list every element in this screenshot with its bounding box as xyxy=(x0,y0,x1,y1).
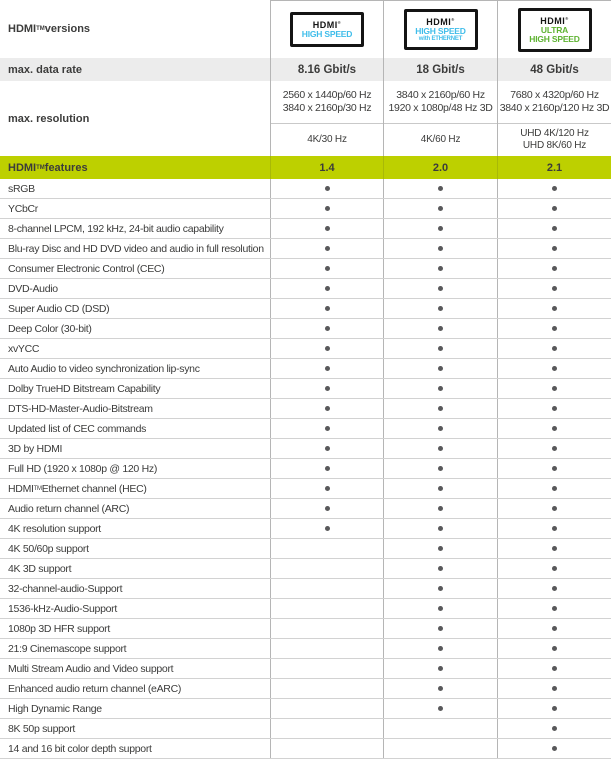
support-dot-icon xyxy=(325,426,330,431)
data-rate-value: 18 Gbit/s xyxy=(383,58,497,81)
feature-cell xyxy=(270,519,383,538)
feature-cell xyxy=(270,279,383,298)
versions-label: HDMI TM versions xyxy=(8,23,91,35)
support-dot-icon xyxy=(552,366,557,371)
feature-cell xyxy=(383,619,497,638)
support-dot-icon xyxy=(552,226,557,231)
feature-cell xyxy=(383,199,497,218)
feature-cell xyxy=(497,359,611,378)
version-cell-hdmi-2-0 xyxy=(383,0,497,58)
feature-label: DTS-HD-Master-Audio-Bitstream xyxy=(8,402,153,415)
feature-cell xyxy=(497,499,611,518)
version-cell-hdmi-2-1 xyxy=(497,0,611,58)
feature-cell xyxy=(270,699,383,718)
support-dot-icon xyxy=(552,606,557,611)
feature-cell xyxy=(383,659,497,678)
support-dot-icon xyxy=(552,286,557,291)
support-dot-icon xyxy=(438,626,443,631)
feature-cell xyxy=(383,239,497,258)
resolution-cell-hdmi-2-0 xyxy=(383,81,497,156)
feature-row xyxy=(0,739,611,759)
feature-cell xyxy=(270,239,383,258)
feature-cell xyxy=(383,699,497,718)
support-dot-icon xyxy=(552,206,557,211)
support-dot-icon xyxy=(438,186,443,191)
hdmi-brand-text: HDMI® xyxy=(540,15,569,26)
version-number: 2.1 xyxy=(497,156,611,179)
feature-cell xyxy=(497,319,611,338)
feature-row xyxy=(0,379,611,399)
features-body xyxy=(0,179,611,759)
support-dot-icon xyxy=(552,526,557,531)
feature-cell xyxy=(383,319,497,338)
feature-cell xyxy=(270,719,383,738)
support-dot-icon xyxy=(325,246,330,251)
feature-cell xyxy=(383,379,497,398)
support-dot-icon xyxy=(438,226,443,231)
feature-cell xyxy=(270,399,383,418)
feature-cell xyxy=(497,299,611,318)
support-dot-icon xyxy=(438,286,443,291)
feature-cell xyxy=(270,639,383,658)
support-dot-icon xyxy=(552,506,557,511)
feature-label: 4K 3D support xyxy=(8,562,72,575)
logo-speed-text: HIGH SPEED xyxy=(415,25,466,36)
resolution-cell-hdmi-2-1 xyxy=(497,81,611,156)
feature-cell xyxy=(270,219,383,238)
resolution-summary: UHD 8K/60 Hz xyxy=(522,139,587,151)
feature-cell xyxy=(497,239,611,258)
feature-label: 8-channel LPCM, 192 kHz, 24-bit audio capability xyxy=(8,222,224,235)
feature-row xyxy=(0,399,611,419)
data-rate-row xyxy=(0,58,611,81)
support-dot-icon xyxy=(438,706,443,711)
support-dot-icon xyxy=(552,706,557,711)
feature-label: Multi Stream Audio and Video support xyxy=(8,662,174,675)
feature-cell xyxy=(497,219,611,238)
feature-row xyxy=(0,219,611,239)
feature-cell xyxy=(497,719,611,738)
support-dot-icon xyxy=(325,346,330,351)
feature-label: Audio return channel (ARC) xyxy=(8,502,130,515)
feature-cell xyxy=(383,559,497,578)
feature-label: 1080p 3D HFR support xyxy=(8,622,110,635)
feature-cell xyxy=(497,279,611,298)
resolution-summary: 4K/30 Hz xyxy=(307,133,347,145)
feature-cell xyxy=(270,259,383,278)
feature-label: Consumer Electronic Control (CEC) xyxy=(8,262,165,275)
support-dot-icon xyxy=(552,626,557,631)
version-number: 1.4 xyxy=(270,156,383,179)
feature-cell xyxy=(383,179,497,198)
resolution-line: 3840 x 2160p/30 Hz xyxy=(282,102,372,114)
feature-cell xyxy=(497,559,611,578)
feature-row xyxy=(0,559,611,579)
support-dot-icon xyxy=(552,546,557,551)
feature-cell xyxy=(383,459,497,478)
hdmi-ultra-high-speed-logo-icon xyxy=(518,8,592,52)
feature-cell xyxy=(270,579,383,598)
support-dot-icon xyxy=(325,286,330,291)
support-dot-icon xyxy=(552,686,557,691)
feature-cell xyxy=(497,459,611,478)
support-dot-icon xyxy=(552,386,557,391)
feature-label: 1536-kHz-Audio-Support xyxy=(8,602,117,615)
feature-row xyxy=(0,419,611,439)
feature-row xyxy=(0,619,611,639)
support-dot-icon xyxy=(552,306,557,311)
resolution-line: 3840 x 2160p/60 Hz xyxy=(396,89,485,101)
support-dot-icon xyxy=(552,246,557,251)
feature-cell xyxy=(497,679,611,698)
feature-cell xyxy=(270,479,383,498)
hdmi-brand-text: HDMI® xyxy=(426,16,455,27)
feature-cell xyxy=(383,259,497,278)
resolution-line: 3840 x 2160p/120 Hz 3D xyxy=(499,102,610,114)
support-dot-icon xyxy=(438,306,443,311)
feature-row xyxy=(0,359,611,379)
support-dot-icon xyxy=(552,566,557,571)
feature-cell xyxy=(383,299,497,318)
feature-cell xyxy=(383,399,497,418)
feature-cell xyxy=(383,599,497,618)
support-dot-icon xyxy=(552,266,557,271)
feature-cell xyxy=(497,199,611,218)
feature-cell xyxy=(270,179,383,198)
feature-cell xyxy=(497,539,611,558)
version-number: 2.0 xyxy=(383,156,497,179)
feature-row xyxy=(0,319,611,339)
support-dot-icon xyxy=(552,726,557,731)
support-dot-icon xyxy=(552,746,557,751)
feature-cell xyxy=(383,359,497,378)
support-dot-icon xyxy=(325,446,330,451)
feature-row xyxy=(0,519,611,539)
support-dot-icon xyxy=(325,226,330,231)
feature-cell xyxy=(383,519,497,538)
feature-cell xyxy=(497,479,611,498)
feature-row xyxy=(0,439,611,459)
feature-cell xyxy=(497,439,611,458)
feature-cell xyxy=(270,439,383,458)
logo-speed-text: HIGH SPEED xyxy=(301,29,353,40)
feature-row xyxy=(0,679,611,699)
feature-cell xyxy=(497,179,611,198)
feature-row xyxy=(0,699,611,719)
support-dot-icon xyxy=(438,526,443,531)
feature-cell xyxy=(270,739,383,758)
resolution-cell-hdmi-1-4 xyxy=(270,81,383,156)
support-dot-icon xyxy=(438,446,443,451)
feature-label: High Dynamic Range xyxy=(8,702,102,715)
feature-label: Dolby TrueHD Bitstream Capability xyxy=(8,382,161,395)
feature-label: Deep Color (30-bit) xyxy=(8,322,92,335)
feature-row xyxy=(0,199,611,219)
feature-label: Updated list of CEC commands xyxy=(8,422,147,435)
feature-row xyxy=(0,299,611,319)
support-dot-icon xyxy=(325,486,330,491)
feature-label: Blu-ray Disc and HD DVD video and audio in full resolution xyxy=(8,242,264,255)
resolution-line: 7680 x 4320p/60 Hz xyxy=(510,89,599,101)
feature-label: 14 and 16 bit color depth support xyxy=(8,742,152,755)
support-dot-icon xyxy=(438,246,443,251)
support-dot-icon xyxy=(325,186,330,191)
feature-row xyxy=(0,259,611,279)
feature-cell xyxy=(270,459,383,478)
feature-cell xyxy=(270,499,383,518)
support-dot-icon xyxy=(438,546,443,551)
feature-row xyxy=(0,719,611,739)
support-dot-icon xyxy=(438,386,443,391)
feature-label: Enhanced audio return channel (eARC) xyxy=(8,682,182,695)
features-label: HDMI TM features xyxy=(8,161,88,174)
feature-row xyxy=(0,239,611,259)
feature-cell xyxy=(270,339,383,358)
data-rate-value: 48 Gbit/s xyxy=(497,58,611,81)
support-dot-icon xyxy=(438,426,443,431)
feature-row xyxy=(0,479,611,499)
feature-label: 3D by HDMI xyxy=(8,442,63,455)
feature-label: HDMI TM Ethernet channel (HEC) xyxy=(8,482,147,495)
support-dot-icon xyxy=(325,206,330,211)
feature-row xyxy=(0,659,611,679)
feature-row xyxy=(0,459,611,479)
support-dot-icon xyxy=(552,486,557,491)
support-dot-icon xyxy=(438,486,443,491)
support-dot-icon xyxy=(438,206,443,211)
feature-cell xyxy=(270,299,383,318)
feature-row xyxy=(0,499,611,519)
feature-row xyxy=(0,339,611,359)
support-dot-icon xyxy=(552,666,557,671)
feature-cell xyxy=(270,539,383,558)
feature-cell xyxy=(270,419,383,438)
logo-ethernet-text: with ETHERNET xyxy=(418,36,463,43)
feature-cell xyxy=(383,539,497,558)
data-rate-label: max. data rate xyxy=(8,63,82,76)
feature-label: Full HD (1920 x 1080p @ 120 Hz) xyxy=(8,462,158,475)
feature-cell xyxy=(383,739,497,758)
resolution-summary: UHD 4K/120 Hz xyxy=(520,127,589,139)
support-dot-icon xyxy=(552,186,557,191)
feature-row xyxy=(0,539,611,559)
feature-cell xyxy=(383,679,497,698)
support-dot-icon xyxy=(325,326,330,331)
feature-cell xyxy=(383,419,497,438)
feature-cell xyxy=(383,279,497,298)
resolution-row xyxy=(0,81,611,156)
logo-speed-text: HIGH SPEED xyxy=(529,34,580,44)
feature-label: 4K 50/60p support xyxy=(8,542,89,555)
feature-cell xyxy=(497,659,611,678)
support-dot-icon xyxy=(438,506,443,511)
features-header-row xyxy=(0,156,611,179)
resolution-line: 1920 x 1080p/48 Hz 3D xyxy=(388,102,493,114)
feature-cell xyxy=(497,639,611,658)
feature-cell xyxy=(383,639,497,658)
feature-cell xyxy=(383,439,497,458)
hdmi-high-speed-logo-icon xyxy=(290,12,364,47)
support-dot-icon xyxy=(552,426,557,431)
feature-cell xyxy=(270,659,383,678)
feature-label: 4K resolution support xyxy=(8,522,101,535)
support-dot-icon xyxy=(552,646,557,651)
feature-label: Super Audio CD (DSD) xyxy=(8,302,110,315)
feature-cell xyxy=(270,359,383,378)
versions-row xyxy=(0,0,611,58)
support-dot-icon xyxy=(325,366,330,371)
feature-cell xyxy=(497,619,611,638)
support-dot-icon xyxy=(325,406,330,411)
feature-cell xyxy=(497,259,611,278)
feature-cell xyxy=(497,599,611,618)
support-dot-icon xyxy=(438,606,443,611)
support-dot-icon xyxy=(325,266,330,271)
support-dot-icon xyxy=(325,386,330,391)
feature-cell xyxy=(497,699,611,718)
feature-cell xyxy=(383,579,497,598)
support-dot-icon xyxy=(438,406,443,411)
support-dot-icon xyxy=(438,326,443,331)
feature-cell xyxy=(270,679,383,698)
feature-cell xyxy=(497,739,611,758)
support-dot-icon xyxy=(325,306,330,311)
feature-row xyxy=(0,639,611,659)
support-dot-icon xyxy=(438,646,443,651)
logo-ultra-text: ULTRA xyxy=(540,24,569,35)
feature-cell xyxy=(497,379,611,398)
support-dot-icon xyxy=(552,586,557,591)
feature-label: xvYCC xyxy=(8,342,40,355)
support-dot-icon xyxy=(325,466,330,471)
feature-label: 32-channel-audio-Support xyxy=(8,582,123,595)
data-rate-value: 8.16 Gbit/s xyxy=(270,58,383,81)
support-dot-icon xyxy=(325,506,330,511)
feature-cell xyxy=(383,719,497,738)
feature-cell xyxy=(270,599,383,618)
hdmi-brand-text: HDMI® xyxy=(312,20,342,31)
support-dot-icon xyxy=(552,346,557,351)
feature-cell xyxy=(270,319,383,338)
feature-cell xyxy=(383,479,497,498)
feature-cell xyxy=(270,199,383,218)
feature-cell xyxy=(497,519,611,538)
feature-cell xyxy=(497,579,611,598)
feature-label: 8K 50p support xyxy=(8,722,76,735)
feature-cell xyxy=(497,339,611,358)
support-dot-icon xyxy=(438,466,443,471)
resolution-line: 2560 x 1440p/60 Hz xyxy=(282,89,372,101)
hdmi-high-speed-ethernet-logo-icon xyxy=(404,9,478,51)
resolution-summary: 4K/60 Hz xyxy=(420,133,461,145)
feature-label: DVD-Audio xyxy=(8,282,58,295)
feature-cell xyxy=(383,499,497,518)
feature-row xyxy=(0,579,611,599)
feature-label: YCbCr xyxy=(8,202,39,215)
support-dot-icon xyxy=(438,366,443,371)
feature-label: Auto Audio to video synchronization lip-sync xyxy=(8,362,200,375)
support-dot-icon xyxy=(325,526,330,531)
feature-cell xyxy=(383,219,497,238)
support-dot-icon xyxy=(552,406,557,411)
support-dot-icon xyxy=(552,466,557,471)
feature-cell xyxy=(270,379,383,398)
support-dot-icon xyxy=(552,446,557,451)
feature-label: sRGB xyxy=(8,182,35,195)
feature-label: 21:9 Cinemascope support xyxy=(8,642,127,655)
feature-row xyxy=(0,599,611,619)
support-dot-icon xyxy=(438,586,443,591)
feature-cell xyxy=(270,619,383,638)
feature-cell xyxy=(497,399,611,418)
feature-cell xyxy=(497,419,611,438)
feature-cell xyxy=(270,559,383,578)
support-dot-icon xyxy=(438,266,443,271)
version-cell-hdmi-1-4 xyxy=(270,0,383,58)
support-dot-icon xyxy=(438,666,443,671)
resolution-label: max. resolution xyxy=(8,112,90,125)
feature-row xyxy=(0,279,611,299)
support-dot-icon xyxy=(552,326,557,331)
feature-row xyxy=(0,179,611,199)
feature-cell xyxy=(383,339,497,358)
support-dot-icon xyxy=(438,346,443,351)
support-dot-icon xyxy=(438,566,443,571)
support-dot-icon xyxy=(438,686,443,691)
